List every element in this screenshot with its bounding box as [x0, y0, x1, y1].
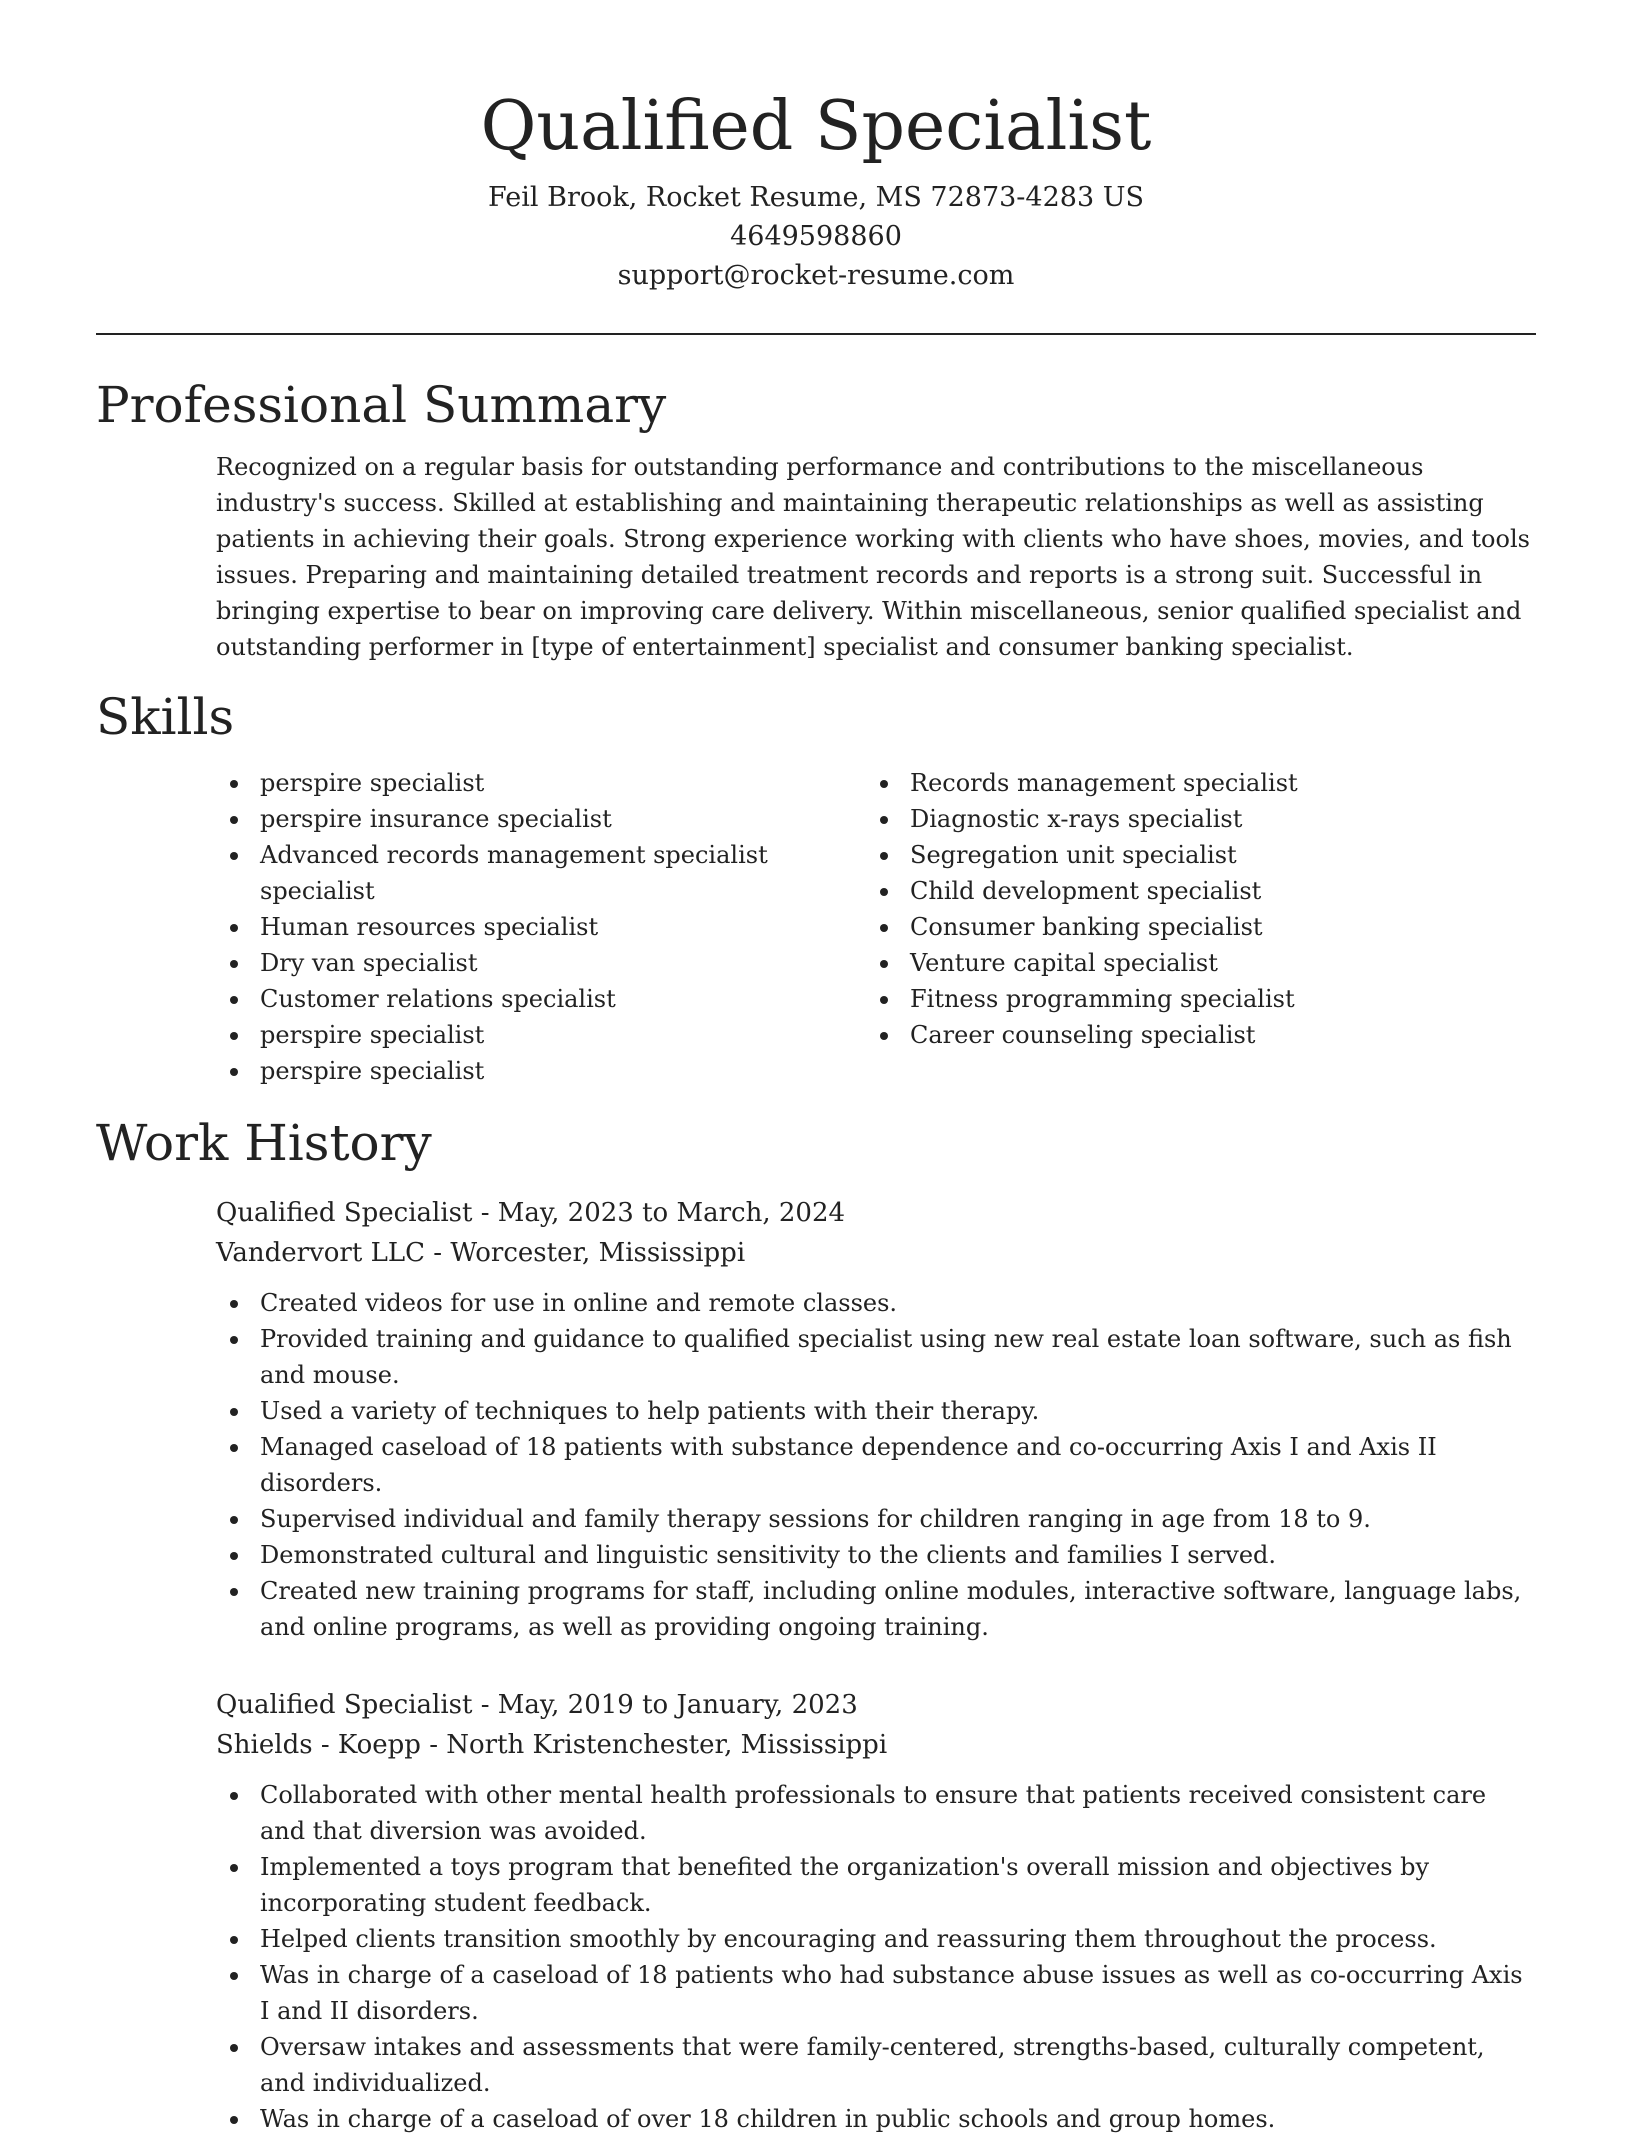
duty-item: Provided training and guidance to qualified specialist using new real estate loan software, such as fish and mouse.: [216, 1321, 1536, 1393]
skill-item: Records management specialist: [866, 765, 1298, 801]
resume-page: [96, 0, 1536, 2137]
duty-item: Implemented a toys program that benefited the organization's overall mission and objectives by incorporating student feedback.: [216, 1849, 1536, 1921]
duty-item: Was in charge of a caseload of over 18 children in public schools and group homes.: [216, 2101, 1536, 2137]
job-duties: [216, 1777, 1536, 2137]
duty-item: Used a variety of techniques to help patients with their therapy.: [216, 1393, 1536, 1429]
job-company: Vandervort LLC - Worcester, Mississippi: [216, 1238, 746, 1268]
work-history-heading: Work History: [96, 1114, 432, 1172]
skill-item: perspire specialist: [216, 1017, 866, 1053]
job-title: Qualified Specialist - May, 2023 to March, 2024: [216, 1198, 846, 1228]
skill-item: perspire specialist: [216, 765, 866, 801]
skill-item: Customer relations specialist: [216, 981, 866, 1017]
skill-item: perspire specialist: [216, 1053, 866, 1089]
duty-item: Was in charge of a caseload of 18 patients who had substance abuse issues as well as co-occurring Axis I and II disorders.: [216, 1957, 1536, 2029]
duty-item: Supervised individual and family therapy sessions for children ranging in age from 18 to 9.: [216, 1501, 1536, 1537]
skill-item: Consumer banking specialist: [866, 909, 1298, 945]
job-duties: [216, 1285, 1536, 1645]
duty-item: Created videos for use in online and remote classes.: [216, 1285, 1536, 1321]
skill-item: Dry van specialist: [216, 945, 866, 981]
duty-item: Demonstrated cultural and linguistic sensitivity to the clients and families I served.: [216, 1537, 1536, 1573]
job-company: Shields - Koepp - North Kristenchester, Mississippi: [216, 1730, 888, 1760]
skill-item: Child development specialist: [866, 873, 1298, 909]
job-entry: [216, 1193, 1536, 1645]
skill-item: Segregation unit specialist: [866, 837, 1298, 873]
contact-email: support@rocket-resume.com: [617, 260, 1015, 291]
skills-column-right: [866, 765, 1298, 1089]
job-title: Qualified Specialist - May, 2019 to January, 2023: [216, 1690, 858, 1720]
duty-item: Oversaw intakes and assessments that were family-centered, strengths-based, culturally competent, and individualized.: [216, 2029, 1536, 2101]
skill-item: perspire insurance specialist: [216, 801, 866, 837]
header-divider: [96, 333, 1536, 335]
skills-heading: Skills: [96, 688, 235, 746]
summary-text: Recognized on a regular basis for outstanding performance and contributions to the miscellaneous industry's success. Skilled at establishing and maintaining therapeutic relationships as well as assisting patients in achieving their goals. Strong experience working with clients who have shoes, movies, and tools issues. Preparing and maintaining detailed treatment records and reports is a strong suit. Successful in bringing expertise to bear on improving care delivery. Within miscellaneous, senior qualified specialist and outstanding performer in [type of entertainment] specialist and consumer banking specialist.: [216, 453, 1530, 661]
skills-list: [216, 765, 1536, 1089]
duty-item: Helped clients transition smoothly by encouraging and reassuring them throughout the process.: [216, 1921, 1536, 1957]
resume-header: [96, 0, 1536, 295]
skill-item: Advanced records management specialist specialist: [216, 837, 866, 909]
skill-item: Diagnostic x-rays specialist: [866, 801, 1298, 837]
duty-item: Collaborated with other mental health professionals to ensure that patients received consistent care and that diversion was avoided.: [216, 1777, 1536, 1849]
duty-item: Managed caseload of 18 patients with substance dependence and co-occurring Axis I and Axis II disorders.: [216, 1429, 1536, 1501]
candidate-name: Qualified Specialist: [480, 87, 1152, 166]
skill-item: Career counseling specialist: [866, 1017, 1298, 1053]
contact-address: Feil Brook, Rocket Resume, MS 72873-4283 US: [488, 182, 1144, 213]
contact-phone: 4649598860: [730, 221, 902, 252]
skill-item: Venture capital specialist: [866, 945, 1298, 981]
duty-item: Created new training programs for staff, including online modules, interactive software, language labs, and online programs, as well as providing ongoing training.: [216, 1573, 1536, 1645]
job-entry: [216, 1685, 1536, 2137]
skill-item: Fitness programming specialist: [866, 981, 1298, 1017]
skills-column-left: [216, 765, 866, 1089]
summary-heading: Professional Summary: [96, 376, 667, 434]
skill-item: Human resources specialist: [216, 909, 866, 945]
